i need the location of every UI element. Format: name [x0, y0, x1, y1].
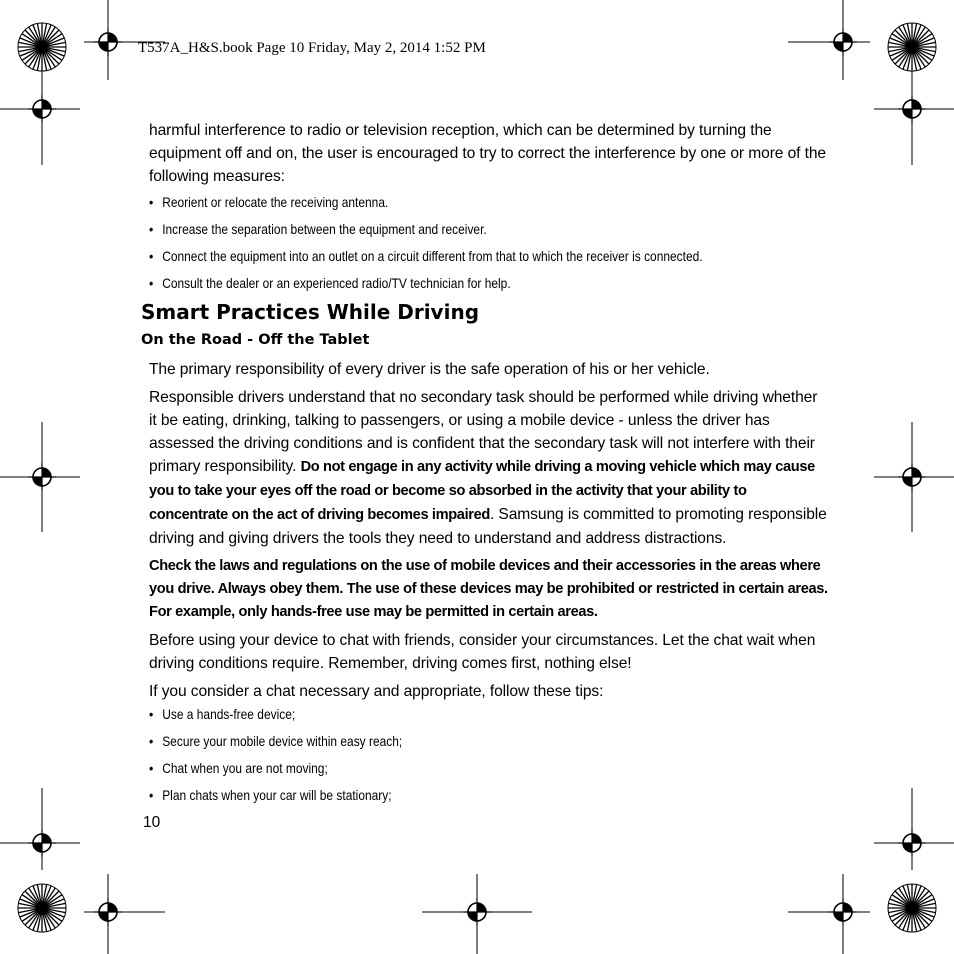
- list-item: • Increase the separation between the equipment and receiver.: [149, 221, 747, 238]
- list-item: • Consult the dealer or an experienced radio/TV technician for help.: [149, 275, 747, 292]
- paragraph-chat-circumstances: Before using your device to chat with friends, consider your circumstances. Let the chat wait when driving conditions require. Remember, driving comes first, nothing else!: [149, 632, 816, 672]
- laws-warning-paragraph: Check the laws and regulations on the use of mobile devices and their accessories in the areas where you drive. Always obey them. The use of these devices may be prohibited or restricted in certain areas. For example, only hands-free use may be permitted in certain areas.: [149, 558, 828, 620]
- list-item: • Secure your mobile device within easy reach;: [149, 733, 747, 750]
- list-item: • Plan chats when your car will be stationary;: [149, 787, 747, 804]
- section-body: [149, 358, 829, 814]
- section-subtitle: On the Road - Off the Tablet: [141, 332, 370, 348]
- section-title: Smart Practices While Driving: [141, 300, 480, 324]
- list-item: • Reorient or relocate the receiving antenna.: [149, 194, 747, 211]
- tips-list: [149, 706, 829, 804]
- paragraph-responsibility: The primary responsibility of every driver is the safe operation of his or her vehicle.: [149, 361, 710, 378]
- paragraph-chat-tips-intro: If you consider a chat necessary and appropriate, follow these tips:: [149, 683, 604, 700]
- intro-block: [149, 119, 829, 302]
- text-run: . Samsung is committed to promoting responsible driving and giving drivers the tools they need to understand and address distractions.: [149, 506, 827, 547]
- measures-list: [149, 194, 829, 292]
- list-item: • Chat when you are not moving;: [149, 760, 747, 777]
- list-item: • Connect the equipment into an outlet on a circuit different from that to which the receiver is connected.: [149, 248, 747, 265]
- intro-paragraph: harmful interference to radio or television reception, which can be determined by turning the equipment off and on, the user is encouraged to try to correct the interference by one or more of the following measures:: [149, 122, 827, 185]
- print-header: T537A_H&S.book Page 10 Friday, May 2, 2014 1:52 PM: [138, 40, 486, 56]
- page-number: 10: [143, 814, 161, 831]
- paragraph-responsible-drivers: [149, 386, 829, 550]
- warning-text: Do not engage in any activity while driving a moving vehicle which may cause you to take your eyes off the road or become so absorbed in the activity that your ability to concentrate on the act of driving becomes impaired: [149, 459, 815, 523]
- text-run: Responsible drivers understand that no secondary task should be performed while driving whether it be eating, drinking, talking to passengers, or using a mobile device - unless the driver has assessed the driving conditions and is confident that the secondary task will not interfere with their primary responsibility.: [149, 389, 818, 475]
- list-item: • Use a hands-free device;: [149, 706, 747, 723]
